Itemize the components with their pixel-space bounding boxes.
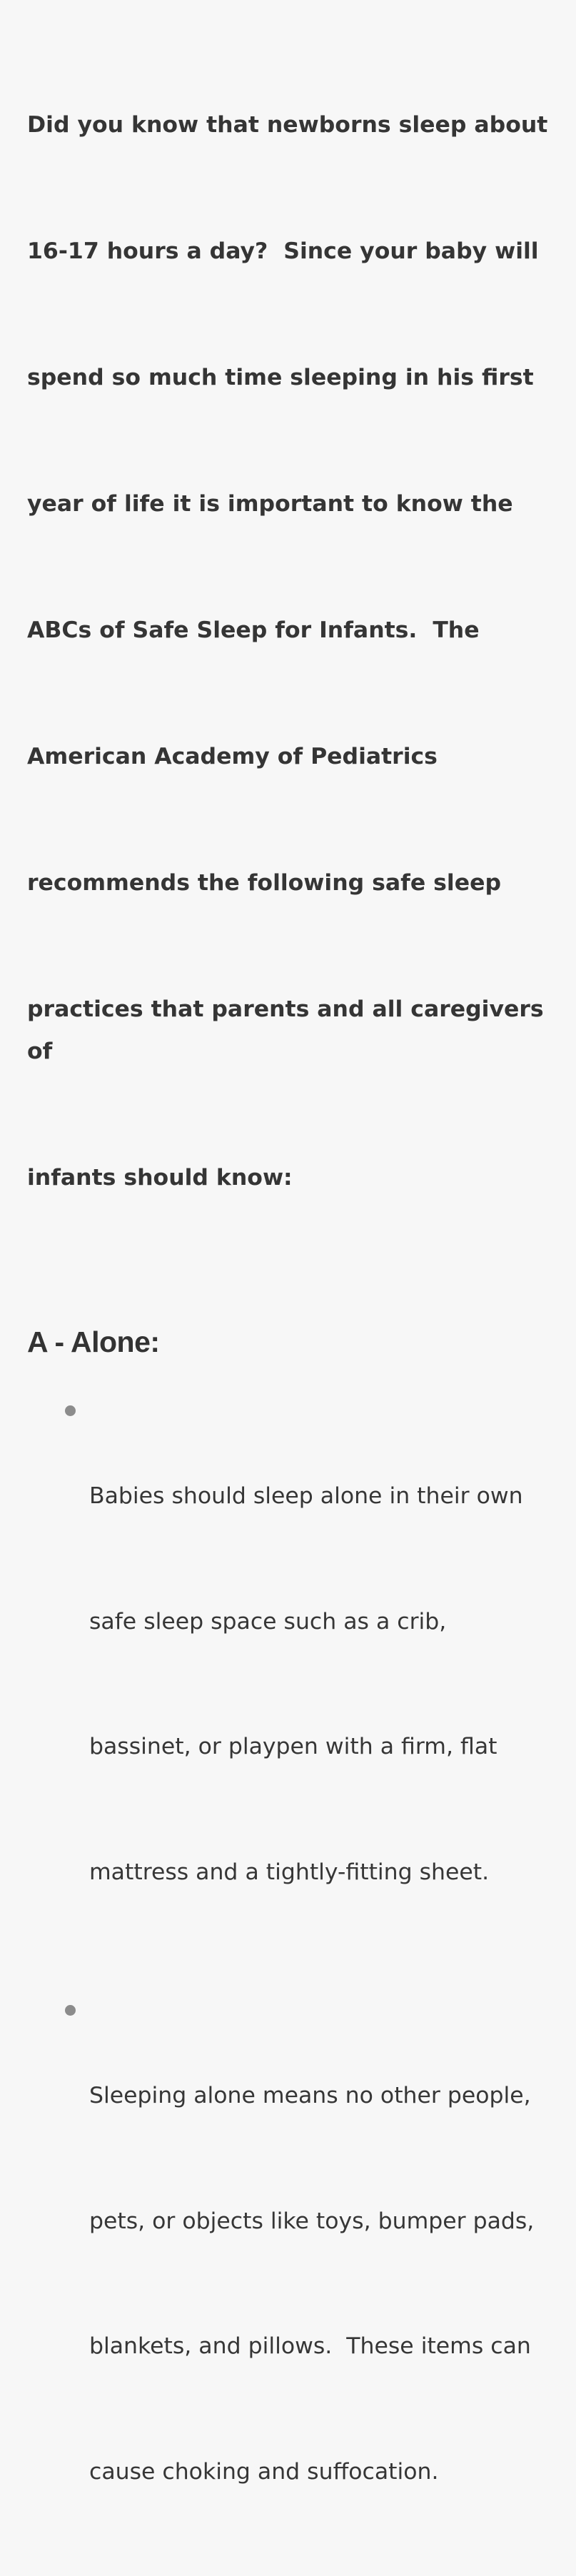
bullet-line: bassinet, or playpen with a firm, flat <box>89 1734 497 1759</box>
intro-line: ABCs of Safe Sleep for Infants. The <box>27 617 480 643</box>
list-item <box>27 1392 555 1976</box>
intro-line: practices that parents and all caregivers of <box>27 996 552 1064</box>
intro-line: American Academy of Pediatrics <box>27 744 438 769</box>
intro-line: Did you know that newborns sleep about <box>27 112 548 138</box>
bullet-dot-icon <box>65 2005 76 2016</box>
bullet-text <box>89 1392 555 1976</box>
bullet-line: Babies should sleep alone in their own <box>89 1483 523 1509</box>
bullet-line: cause choking and suffocation. <box>89 2458 439 2485</box>
bullet-list <box>27 1392 555 2576</box>
intro-line: infants should know: <box>27 1165 293 1191</box>
bullet-line: mattress and a tightly-fitting sheet. <box>89 1859 490 1885</box>
intro-line: 16-17 hours a day? Since your baby will <box>27 238 539 264</box>
intro-line: recommends the following safe sleep <box>27 870 502 896</box>
section-heading: A - Alone: <box>27 1325 160 1358</box>
bullet-line: safe sleep space such as a crib, <box>89 1608 447 1635</box>
bullet-line: pets, or objects like toys, bumper pads, <box>89 2208 535 2234</box>
bullet-line: Sleeping alone means no other people, <box>89 2083 531 2108</box>
bullet-text <box>89 1991 555 2576</box>
list-item <box>27 1991 555 2576</box>
bullet-line: blankets, and pillows. These items can <box>89 2333 531 2359</box>
intro-paragraph <box>27 20 555 1283</box>
intro-line: year of life it is important to know the <box>27 491 513 517</box>
intro-line: spend so much time sleeping in his first <box>27 365 534 390</box>
bullet-dot-icon <box>65 1405 76 1416</box>
